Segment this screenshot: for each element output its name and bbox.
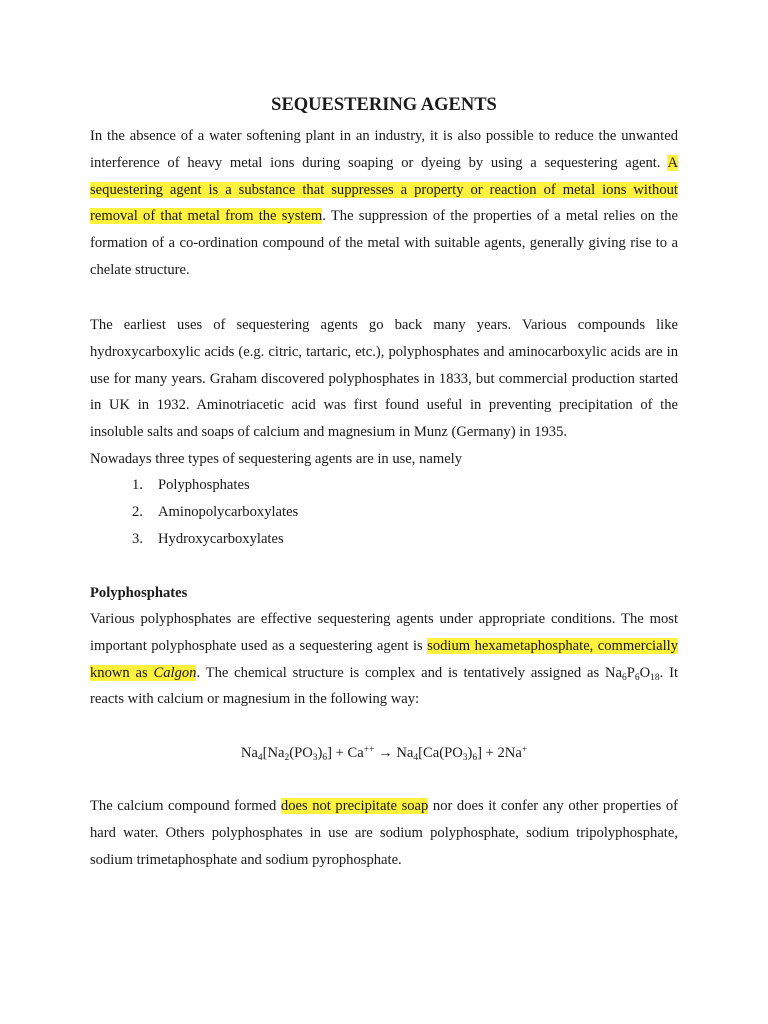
poly-text-1: Various polyphosphates are effective sequestering agents under appropriate conditions. The most important polyphosphate used as a sequestering agent is — [90, 611, 678, 654]
highlight-definition: A sequestering agent is a substance that suppresses a property or reaction of metal ions without removal of that metal from the system — [90, 154, 678, 225]
eq-subscript: 3 — [312, 753, 318, 763]
list-number: 2. — [132, 503, 143, 520]
formula-part: Na — [604, 664, 622, 681]
eq-part: Na — [240, 745, 258, 761]
conclusion-paragraph — [90, 793, 678, 873]
calgon-italic: Calgon — [153, 664, 197, 681]
intro-paragraph — [90, 123, 678, 284]
poly-text-2: . The chemical structure is complex and is tentatively assigned as — [196, 664, 605, 681]
eq-part: ) — [317, 745, 323, 761]
polyphosphates-paragraph — [90, 606, 678, 713]
formula-subscript: 6 — [621, 672, 627, 683]
eq-subscript: 4 — [257, 753, 263, 763]
list-label: Aminopolycarboxylates — [158, 503, 299, 520]
highlight-calgon-text: sodium hexametaphosphate, commercially known as — [90, 637, 678, 681]
conclusion-text-1: The calcium compound formed — [90, 798, 281, 814]
chemical-formula — [605, 665, 660, 681]
types-intro: Nowadays three types of sequestering agents are in use, namely — [90, 451, 463, 467]
formula-part: P — [626, 664, 635, 681]
formula-subscript: 18 — [650, 672, 660, 683]
list-number: 1. — [132, 477, 143, 493]
eq-part: ] + 2Na — [477, 745, 522, 761]
page-title: SEQUESTERING AGENTS — [271, 95, 497, 115]
history-paragraph: The earliest uses of sequestering agents go back many years. Various compounds like hydroxycarboxylic acids (e.g. citric, tartaric, etc.), polyphosphates and aminocarboxylic acids are in use for many years. Graham discovered polyphosphates in 1833, but commercial production started in UK in 1932. Aminotriacetic acid was first found useful in preventing precipitation of the insoluble salts and soaps of calcium and magnesium in Munz (Germany) in 1935. — [90, 317, 678, 441]
eq-subscript: 3 — [462, 753, 468, 763]
eq-part: [Ca(PO — [418, 745, 463, 761]
list-item — [132, 526, 298, 553]
eq-part: → Na — [374, 745, 414, 761]
reaction-equation — [90, 740, 678, 766]
poly-text-3: . It reacts with calcium or magnesium in the following way: — [90, 664, 679, 708]
eq-superscript: + — [521, 745, 528, 755]
list-label: Polyphosphates — [158, 477, 250, 493]
intro-text-2: . The suppression of the properties of a metal relies on the formation of a co-ordination compound of the metal with suitable agents, generally giving rise to a chelate structure. — [90, 208, 678, 278]
formula-subscript: 6 — [634, 672, 640, 683]
eq-subscript: 4 — [413, 753, 419, 763]
eq-part: [Na — [262, 745, 285, 761]
eq-part: ] + Ca — [327, 745, 364, 761]
list-number: 3. — [132, 530, 143, 547]
list-item — [132, 472, 298, 499]
eq-subscript: 6 — [472, 753, 478, 763]
eq-subscript: 6 — [322, 753, 328, 763]
eq-subscript: 2 — [284, 753, 290, 763]
section-heading-polyphosphates: Polyphosphates — [90, 585, 188, 601]
intro-text-1: In the absence of a water softening plant in an industry, it is also possible to reduce the unwanted interference of heavy metal ions during soaping or dyeing by using a sequestering agent. — [90, 128, 678, 171]
formula-part: O — [639, 664, 651, 681]
types-list — [132, 472, 298, 552]
list-item — [132, 499, 298, 526]
conclusion-text-2: nor does it confer any other properties of hard water. Others polyphosphates in use are sodium polyphosphate, sodium tripolyphosphate, sodium trimetaphosphate and sodium pyrophosphate. — [90, 798, 678, 868]
eq-part: (PO — [289, 745, 313, 761]
list-label: Hydroxycarboxylates — [158, 530, 284, 547]
eq-superscript: ++ — [363, 745, 375, 755]
eq-part: ) — [467, 745, 473, 761]
highlight-no-precipitate: does not precipitate soap — [280, 798, 429, 814]
